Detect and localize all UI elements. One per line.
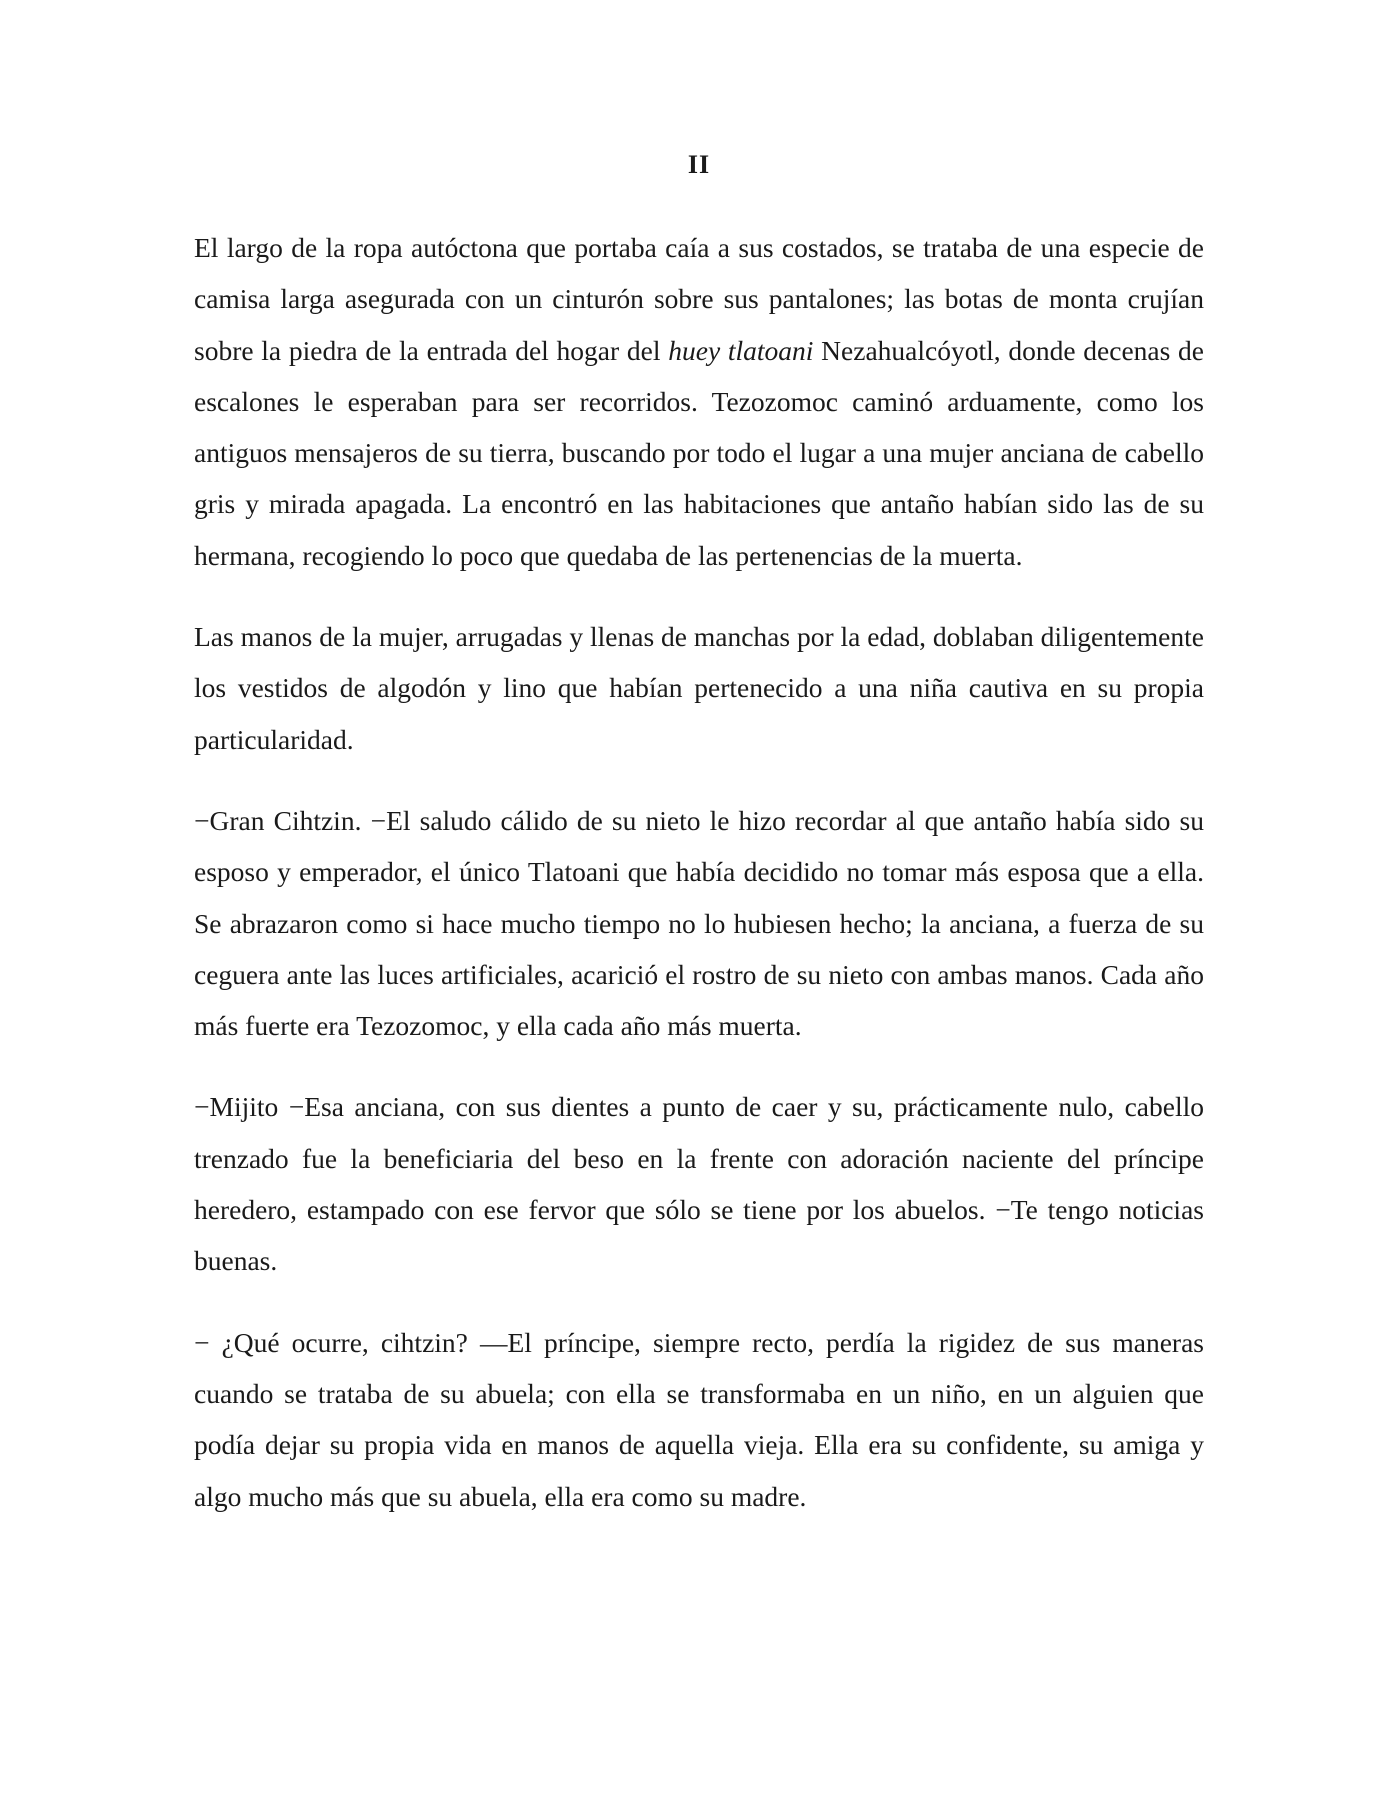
paragraph-4: −Mijito −Esa anciana, con sus dientes a punto de caer y su, prácticamente nulo, cabello trenzado fue la beneficiaria del beso en la frente con adoración naciente del príncipe heredero, estampado con ese fervor que sólo se tiene por los abuelos. −Te tengo noticias buenas.	[194, 1091, 1204, 1277]
paragraph-1	[194, 222, 1204, 581]
paragraph-1-italic-term: huey tlatoani	[668, 334, 814, 366]
paragraph-3: −Gran Cihtzin. −El saludo cálido de su nieto le hizo recordar al que antaño había sido su esposo y emperador, el único Tlatoani que había decidido no tomar más esposa que a ella. Se abrazaron como si hace mucho tiempo no lo hubiesen hecho; la anciana, a fuerza de su ceguera ante las luces artificiales, acarició el rostro de su nieto con ambas manos. Cada año más fuerte era Tezozomoc, y ella cada año más muerta.	[194, 804, 1204, 1042]
chapter-heading: II	[687, 150, 711, 179]
paragraph-2: Las manos de la mujer, arrugadas y llenas de manchas por la edad, doblaban diligentemente los vestidos de algodón y lino que habían pertenecido a una niña cautiva en su propia particularidad.	[194, 621, 1204, 755]
paragraph-1-text-end: Nezahualcóyotl, donde decenas de escalones le esperaban para ser recorridos. Tezozomoc caminó arduamente, como los antiguos mensajeros de su tierra, buscando por todo el lugar a una mujer anciana de cabello gris y mirada apagada. La encontró en las habitaciones que antaño habían sido las de su hermana, recogiendo lo poco que quedaba de las pertenencias de la muerta.	[194, 334, 1204, 571]
document-page	[194, 150, 1204, 1552]
paragraph-5: − ¿Qué ocurre, cihtzin? —El príncipe, siempre recto, perdía la rigidez de sus maneras cuando se trataba de su abuela; con ella se transformaba en un niño, en un alguien que podía dejar su propia vida en manos de aquella vieja. Ella era su confidente, su amiga y algo mucho más que su abuela, ella era como su madre.	[194, 1326, 1204, 1512]
paragraph-1-text-start: El largo de la ropa autóctona que portaba caía a sus costados, se trataba de una especie de camisa larga asegurada con un cinturón sobre sus pantalones; las botas de monta crujían sobre la piedra de la entrada del hogar del	[194, 232, 1204, 366]
